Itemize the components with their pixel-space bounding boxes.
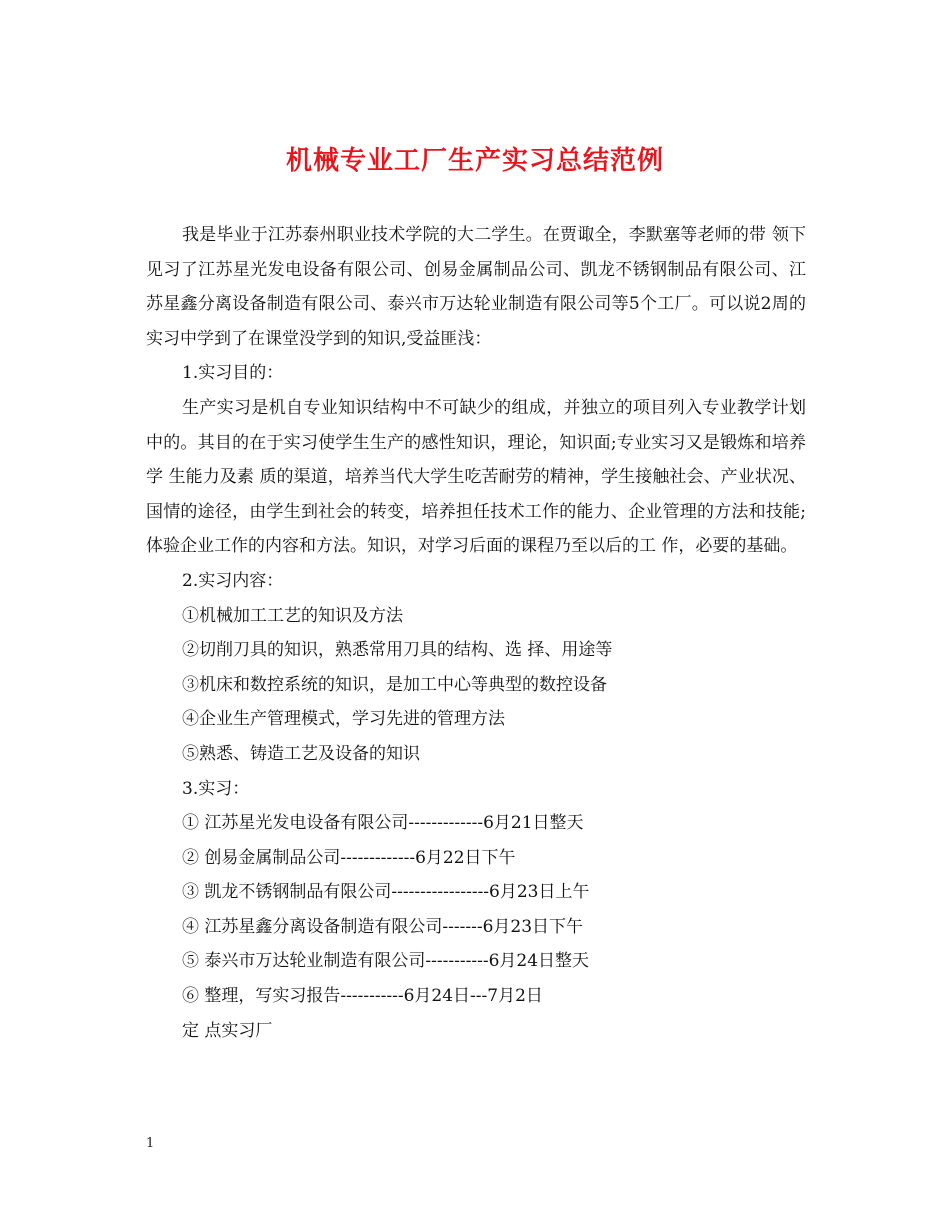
trailing-line: 定 点实习厂 (182, 1020, 273, 1041)
content-list-item: ④企业生产管理模式，学习先进的管理方法 (182, 709, 505, 730)
document-body (146, 218, 806, 1048)
content-list-item: ①机械加工工艺的知识及方法 (182, 605, 403, 626)
schedule-list-item: ② 创易金属制品公司-------------6月22日下午 (182, 847, 516, 868)
content-list-item: ⑤熟悉、铸造工艺及设备的知识 (182, 743, 420, 764)
section-heading-schedule: 3.实习： (182, 778, 250, 799)
schedule-list-item: ④ 江苏星鑫分离设备制造有限公司-------6月23日下午 (182, 916, 584, 937)
section-heading-content: 2.实习内容： (182, 570, 284, 591)
schedule-list-item: ⑥ 整理，写实习报告-----------6月24日---7月2日 (182, 986, 543, 1007)
schedule-list-item: ⑤ 泰兴市万达轮业制造有限公司-----------6月24日整天 (182, 951, 590, 972)
purpose-paragraph: 生产实习是机自专业知识结构中不可缺少的组成，并独立的项目列入专业教学计划中的。其目的在于实习使学生生产的感性知识，理论，知识面;专业实习又是锻炼和培养学 生能力及素 质的渠道，培养当代大学生吃苦耐劳的精神，学生接触社会、产业状况、国情的途径，由学生到社会的转变，培养担任技术工作的能力、企业管理的方法和技能;体验企业工作的内容和方法。知识，对学习后面的课程乃至以后的工 作，必要的基础。 (146, 397, 806, 557)
content-list-item: ②切削刀具的知识，熟悉常用刀具的结构、选 择、用途等 (182, 640, 613, 661)
document-title: 机械专业工厂生产实习总结范例 (285, 146, 664, 176)
page-number: 1 (146, 1136, 155, 1151)
intro-paragraph: 我是毕业于江苏泰州职业技术学院的大二学生。在贾诹全，李默塞等老师的带 领下见习了江苏星光发电设备有限公司、创易金属制品公司、凯龙不锈钢制品有限公司、江苏星鑫分离设备制造有限公司、泰兴市万达轮业制造有限公司等5个工厂。可以说2周的实习中学到了在课堂没学到的知识,受益匪浅： (146, 225, 806, 349)
content-list-item: ③机床和数控系统的知识，是加工中心等典型的数控设备 (182, 674, 607, 695)
section-heading-purpose: 1.实习目的： (182, 363, 284, 384)
schedule-list-item: ① 江苏星光发电设备有限公司-------------6月21日整天 (182, 813, 584, 834)
schedule-list-item: ③ 凯龙不锈钢制品有限公司-----------------6月23日上午 (182, 882, 590, 903)
